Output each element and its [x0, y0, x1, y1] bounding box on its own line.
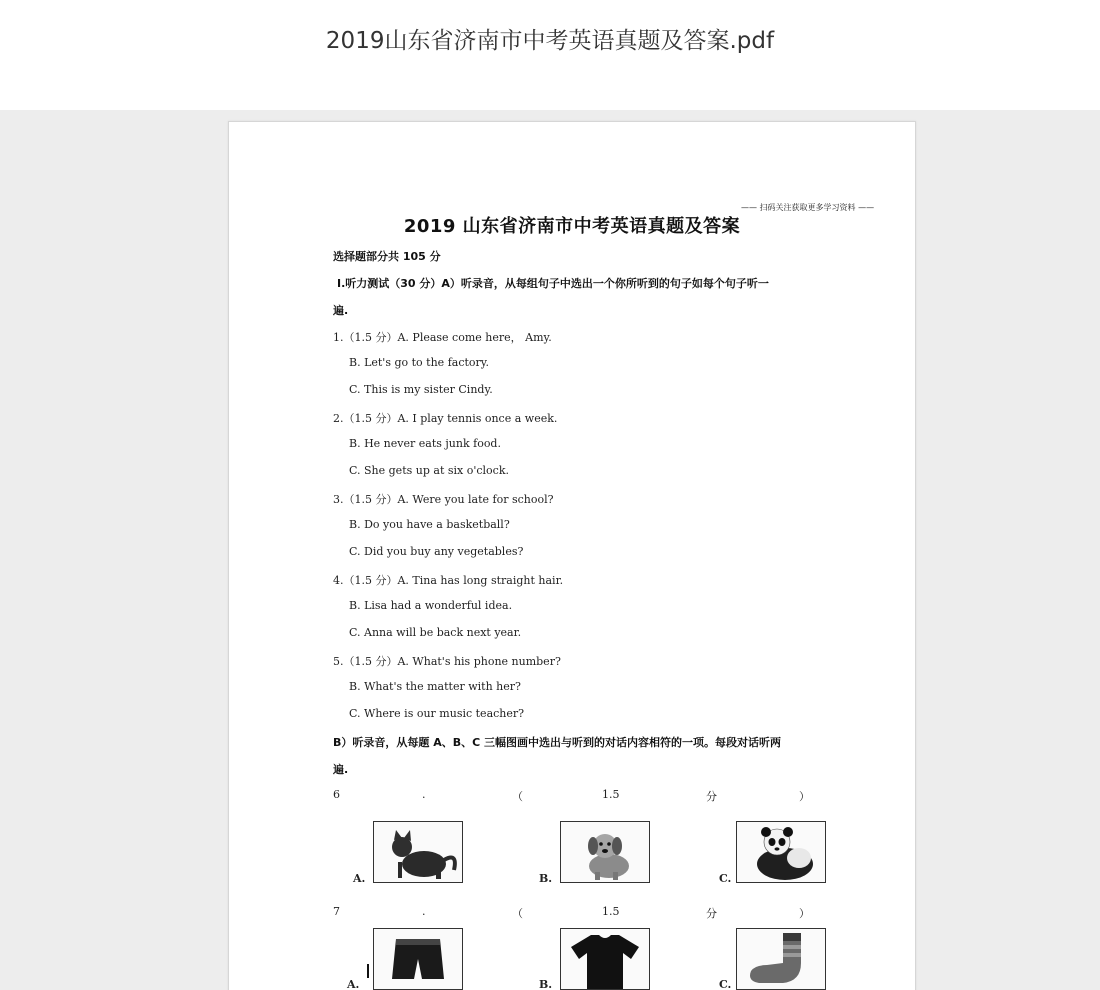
document-title: 2019 山东省济南市中考英语真题及答案: [403, 216, 741, 237]
question-5-stem: 5.（1.5 分）A. What's his phone number?: [333, 655, 561, 668]
file-title: 2019山东省济南市中考英语真题及答案.pdf: [325, 28, 775, 54]
question-6-label-b: B.: [539, 872, 553, 885]
sock-icon: [737, 929, 825, 989]
tshirt-icon: [561, 929, 649, 989]
question-6-number: 6: [333, 788, 340, 801]
question-2-option-c: C. She gets up at six o'clock.: [349, 464, 509, 477]
question-4-option-c: C. Anna will be back next year.: [349, 626, 522, 639]
question-2-stem: 2.（1.5 分）A. I play tennis once a week.: [333, 412, 558, 425]
question-6-dot: .: [422, 788, 426, 801]
section-b-heading-cont: 遍.: [333, 763, 349, 776]
question-6-header: [229, 788, 915, 804]
question-1-option-c: C. This is my sister Cindy.: [349, 383, 493, 396]
question-7-label-b: B.: [539, 978, 553, 990]
question-7-number: 7: [333, 905, 340, 918]
panda-picture: [736, 821, 826, 883]
viewer-header: [0, 0, 1100, 110]
pdf-page: [228, 121, 916, 990]
tshirt-picture: [560, 928, 650, 990]
question-7-rparen: ）: [799, 907, 810, 920]
puppy-icon: [561, 822, 649, 882]
pdf-viewer[interactable]: [0, 110, 1100, 990]
question-6-label-c: C.: [719, 872, 732, 885]
question-6-score: 1.5: [602, 788, 620, 801]
section-one-heading: I.听力测试（30 分）A）听录音，从每组句子中选出一个你所听到的句子如每个句子听一: [337, 277, 769, 290]
question-6-unit: 分: [706, 790, 717, 803]
question-4-stem: 4.（1.5 分）A. Tina has long straight hair.: [333, 574, 564, 587]
question-6-label-a: A.: [353, 872, 366, 885]
question-6-lparen: （: [512, 790, 523, 803]
question-7-dot: .: [422, 905, 426, 918]
puppy-picture: [560, 821, 650, 883]
text-cursor: [367, 964, 369, 978]
question-7-score: 1.5: [602, 905, 620, 918]
shorts-icon: [374, 929, 462, 989]
question-7-lparen: （: [512, 907, 523, 920]
question-4-option-b: B. Lisa had a wonderful idea.: [349, 599, 513, 612]
question-1-stem: 1.（1.5 分）A. Please come here， Amy.: [333, 331, 552, 344]
question-7-label-c: C.: [719, 978, 732, 990]
question-7-label-a: A.: [347, 978, 360, 990]
question-3-option-b: B. Do you have a basketball?: [349, 518, 510, 531]
question-5-option-b: B. What's the matter with her?: [349, 680, 521, 693]
question-1-option-b: B. Let's go to the factory.: [349, 356, 490, 369]
question-6-rparen: ）: [799, 790, 810, 803]
question-5-option-c: C. Where is our music teacher?: [349, 707, 525, 720]
question-3-option-c: C. Did you buy any vegetables?: [349, 545, 524, 558]
intro-text: 选择题部分共 105 分: [333, 250, 441, 263]
sock-picture: [736, 928, 826, 990]
cat-icon: [374, 822, 462, 882]
question-7-header: [229, 905, 915, 921]
section-b-heading: B）听录音，从每题 A、B、C 三幅图画中选出与听到的对话内容相符的一项。每段对话听两: [333, 736, 782, 749]
panda-icon: [737, 822, 825, 882]
question-3-stem: 3.（1.5 分）A. Were you late for school?: [333, 493, 554, 506]
question-7-unit: 分: [706, 907, 717, 920]
cat-picture: [373, 821, 463, 883]
question-2-option-b: B. He never eats junk food.: [349, 437, 501, 450]
section-one-heading-cont: 遍.: [333, 304, 349, 317]
promo-banner: —— 扫码关注获取更多学习资料 ——: [741, 203, 875, 212]
shorts-picture: [373, 928, 463, 990]
